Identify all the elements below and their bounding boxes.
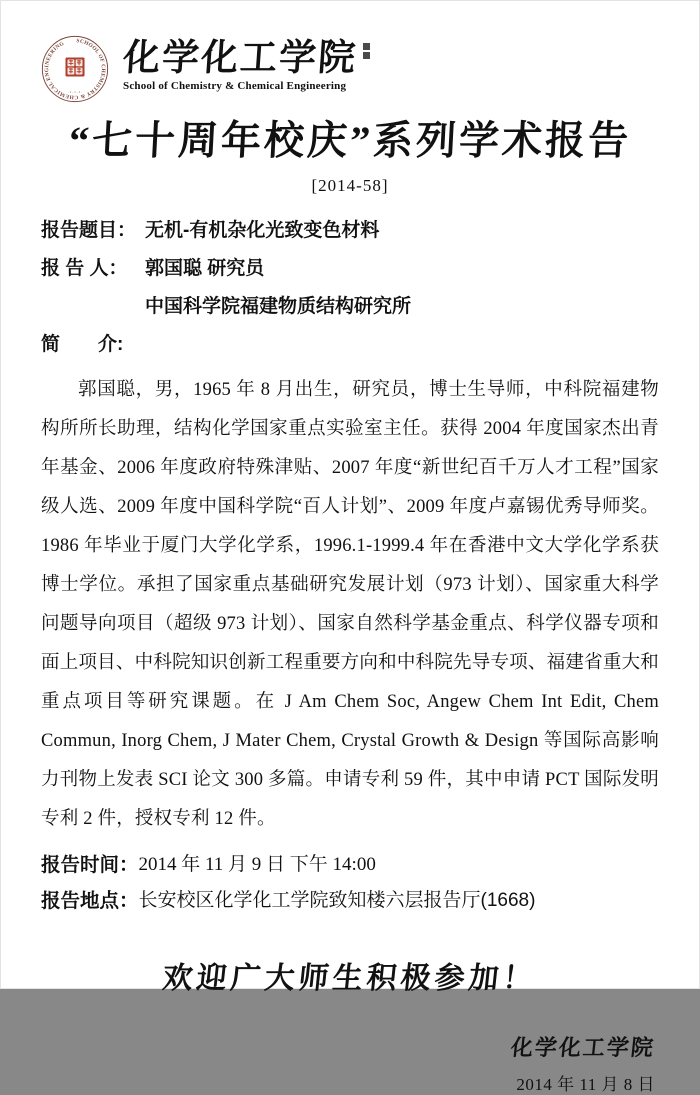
venue-value: 长安校区化学化工学院致知楼六层报告厅(1668)	[138, 890, 536, 911]
signature-college-name: 化学化工学院	[509, 1035, 657, 1060]
signature-date: 2014 年 11 月 8 日	[516, 1075, 655, 1094]
speaker-biography: 郭国聪，男，1965 年 8 月出生，研究员，博士生导师，中科院福建物构所所长助理，结构化学国家重点实验室主任。获得 2004 年度国家杰出青年基金、2006 年度政府特殊津贴、2007 年度“新世纪百千万人才工程”国家级人选、2009 年度中国科学院“百人计划”、2009 年度卢嘉锡优秀导师奖。1986 年毕业于厦门大学化学系，1996.1-1999.4 年在香港中文大学化学系获博士学位。承担了国家重点基础研究发展计划（973 计划）、国家重大科学问题导向项目（超级 973 计划）、国家自然科学基金重点、科学仪器专项和面上项目、中科院知识创新工程重要方向和中科院先导专项、福建省重大和重点项目等研究课题。在 J Am Chem Soc, Angew Chem Int Edit, Chem Commun, Inorg Chem, J Mater Chem, Crystal Growth & Design 等国际高影响力刊物上发表 SCI 论文 300 多篇。申请专利 59 件，其中申请 PCT 国际发明专利 2 件，授权专利 12 件。	[41, 380, 659, 829]
time-value: 2014 年 11 月 9 日 下午 14:00	[138, 854, 376, 875]
seal-ring-text: SCHOOL OF CHEMISTRY & CHEMICAL ENGINEERING	[44, 38, 106, 100]
topic-row	[41, 212, 659, 250]
issue-number: [2014-58]	[311, 176, 389, 195]
time-label: 报告时间：	[41, 854, 139, 876]
college-seal-icon	[41, 35, 109, 103]
affiliation-value: 中国科学院福建物质结构研究所	[145, 296, 412, 317]
affiliation-row	[41, 288, 659, 326]
venue-label: 报告地点：	[41, 890, 139, 912]
topic-label: 报告题目：	[41, 220, 137, 241]
speaker-label: 报 告 人：	[41, 258, 128, 279]
topic-value: 无机-有机杂化光致变色材料	[145, 220, 380, 241]
college-name-calligraphy: 化学化工学院	[121, 38, 359, 79]
venue-row	[41, 883, 659, 919]
schedule-block	[41, 847, 659, 919]
intro-row	[41, 326, 659, 365]
intro-label: 简 介:	[41, 334, 124, 355]
college-name-english: School of Chemistry & Chemical Engineering	[123, 80, 347, 92]
series-title: “七十周年校庆”系列学术报告	[67, 118, 633, 163]
logo-small-seal-mark-icon	[363, 43, 370, 59]
welcome-message: 欢迎广大师生积极参加！	[160, 962, 539, 995]
college-logo-block	[41, 35, 659, 105]
speaker-row	[41, 250, 659, 288]
speaker-value: 郭国聪 研究员	[145, 258, 265, 279]
time-row	[41, 847, 659, 883]
affiliation-spacer	[41, 288, 145, 326]
seal-bottom-dots: · • · • · • ·	[67, 90, 83, 95]
lecture-info-block	[41, 212, 659, 365]
college-logo-text	[123, 35, 370, 92]
